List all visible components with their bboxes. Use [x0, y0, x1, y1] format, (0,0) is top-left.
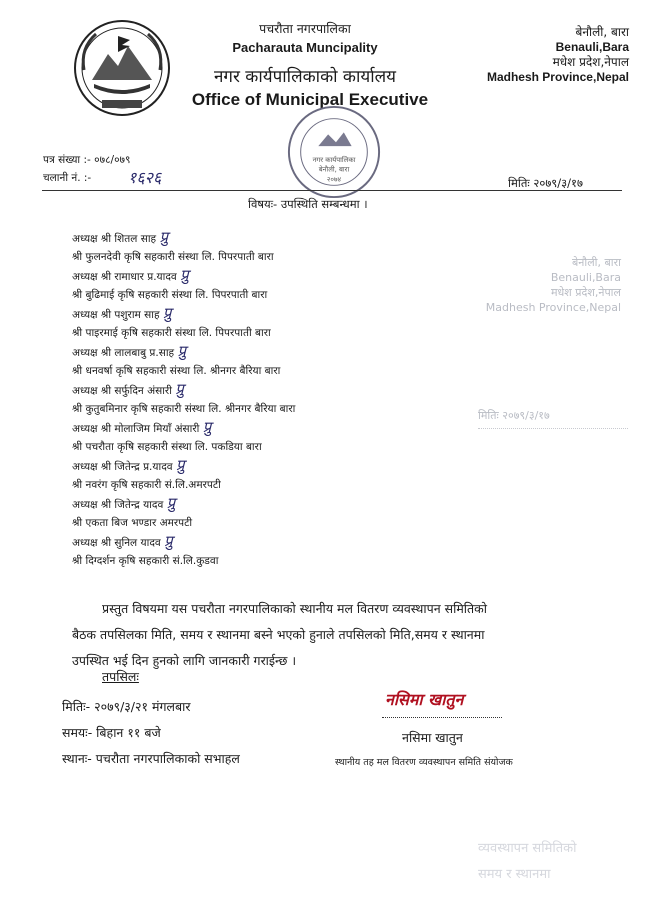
recipient-org: श्री कुतुबमिनार कृषि सहकारी संस्था लि. श्रीनगर बैरिया बारा	[72, 403, 296, 415]
recipient-person: अध्यक्ष श्री रामाधार प्र.यादव प्रु	[72, 266, 189, 284]
office-seal-icon	[285, 103, 383, 201]
office-name-np: नगर कार्यपालिकाको कार्यालय	[213, 67, 397, 87]
address-block	[487, 25, 629, 85]
recipient-person: अध्यक्ष श्री पशुराम साह प्रु	[72, 304, 172, 322]
signatory-title: स्थानीय तह मल वितरण व्यवस्थापन समिति संयोजक	[335, 757, 513, 768]
meeting-place: स्थानः- पचरौता नगरपालिकाको सभाहल	[62, 751, 240, 766]
reference-number: पत्र संख्या :- ०७८/०७९	[43, 154, 131, 166]
office-name-en: Office of Municipal Executive	[191, 90, 429, 109]
address-line: Madhesh Province,Nepal	[486, 70, 629, 84]
header-rule	[42, 190, 622, 191]
bleed-rule	[478, 428, 628, 429]
recipient-org: श्री बुढिमाई कृषि सहकारी संस्था लि. पिपरपाती बारा	[72, 289, 268, 301]
address-line: बेनौली, बारा	[575, 25, 629, 39]
bleed-bottom-1: व्यवस्थापन समितिको	[478, 841, 577, 856]
recipient-org: श्री एकता बिज भण्डार अमरपटी	[72, 517, 193, 529]
recipient-org: श्री नवरंग कृषि सहकारी सं.लि.अमरपटी	[72, 479, 221, 491]
recipient-person: अध्यक्ष श्री सुनिल यादव प्रु	[72, 532, 173, 550]
recipient-person: अध्यक्ष श्री मोलाजिम मियाँ अंसारी प्रु	[72, 418, 212, 436]
handwritten-signature: नसिमा खातुन	[385, 690, 464, 709]
recipient-person: अध्यक्ष श्री शितल साह प्रु	[72, 228, 169, 246]
address-line: मधेश प्रदेश,नेपाल	[552, 55, 629, 69]
recipient-person: अध्यक्ष श्री लालबाबु प्र.साह प्रु	[72, 342, 187, 360]
nepal-emblem-icon	[72, 18, 172, 118]
signatory-name: नसिमा खातुन	[402, 730, 463, 745]
svg-text:बेनौली, बारा: बेनौली, बारा	[318, 165, 350, 174]
recipient-org: श्री फुलनदेवी कृषि सहकारी संस्था लि. पिपरपाती बारा	[72, 251, 274, 263]
recipient-org: श्री दिग्दर्शन कृषि सहकारी सं.लि.कुडवा	[72, 555, 219, 567]
body-line-3: उपस्थित भई दिन हुनको लागि जानकारी गराईन्छ ।	[72, 653, 297, 668]
dispatch-number: १६२६	[128, 168, 162, 187]
recipient-person: अध्यक्ष श्री जितेन्द्र यादव प्रु	[72, 494, 176, 512]
municipality-name-en: Pacharauta Muncipality	[232, 40, 378, 55]
bleed-bottom-2: समय र स्थानमा	[478, 867, 551, 882]
recipient-org: श्री धनवर्षा कृषि सहकारी संस्था लि. श्रीनगर बैरिया बारा	[72, 365, 281, 377]
details-heading: तपसिलः	[102, 669, 139, 684]
recipient-org: श्री पचरौता कृषि सहकारी संस्था लि. पकडिया बारा	[72, 441, 262, 453]
dispatch-label: चलानी नं. :-	[43, 172, 92, 184]
recipient-org: श्री पाइरमाई कृषि सहकारी संस्था लि. पिपरपाती बारा	[72, 327, 271, 339]
meeting-date: मितिः- २०७९/३/२१ मंगलबार	[62, 699, 191, 714]
subject-line: विषयः- उपस्थिति सम्बन्धमा ।	[248, 197, 368, 211]
signature-rule	[382, 717, 502, 718]
body-line-2: बैठक तपसिलका मिति, समय र स्थानमा बस्ने भएको हुनाले तपसिलको मिति,समय र स्थानमा	[72, 627, 485, 642]
letter-date: मितिः २०७९/३/१७	[508, 176, 583, 190]
recipient-person: अध्यक्ष श्री सर्फुदिन अंसारी प्रु	[72, 380, 184, 398]
svg-text:२०७४: २०७४	[326, 175, 342, 184]
municipality-name-np: पचरौता नगरपालिका	[259, 21, 351, 36]
bleed-address: बेनौली, बारा Benauli,Bara मधेश प्रदेश,नेपाल Madhesh Province,Nepal	[485, 256, 621, 314]
recipient-person: अध्यक्ष श्री जितेन्द्र प्र.यादव प्रु	[72, 456, 185, 474]
svg-text:नगर कार्यपालिका: नगर कार्यपालिका	[312, 155, 356, 164]
body-line-1: प्रस्तुत विषयमा यस पचरौता नगरपालिकाको स्थानीय मल वितरण व्यवस्थापन समितिको	[102, 601, 488, 616]
bleed-date: मितिः २०७९/३/१७	[478, 409, 550, 422]
address-line: Benauli,Bara	[555, 40, 629, 54]
recipient-list	[72, 230, 295, 568]
meeting-time: समयः- बिहान ११ बजे	[62, 725, 161, 740]
